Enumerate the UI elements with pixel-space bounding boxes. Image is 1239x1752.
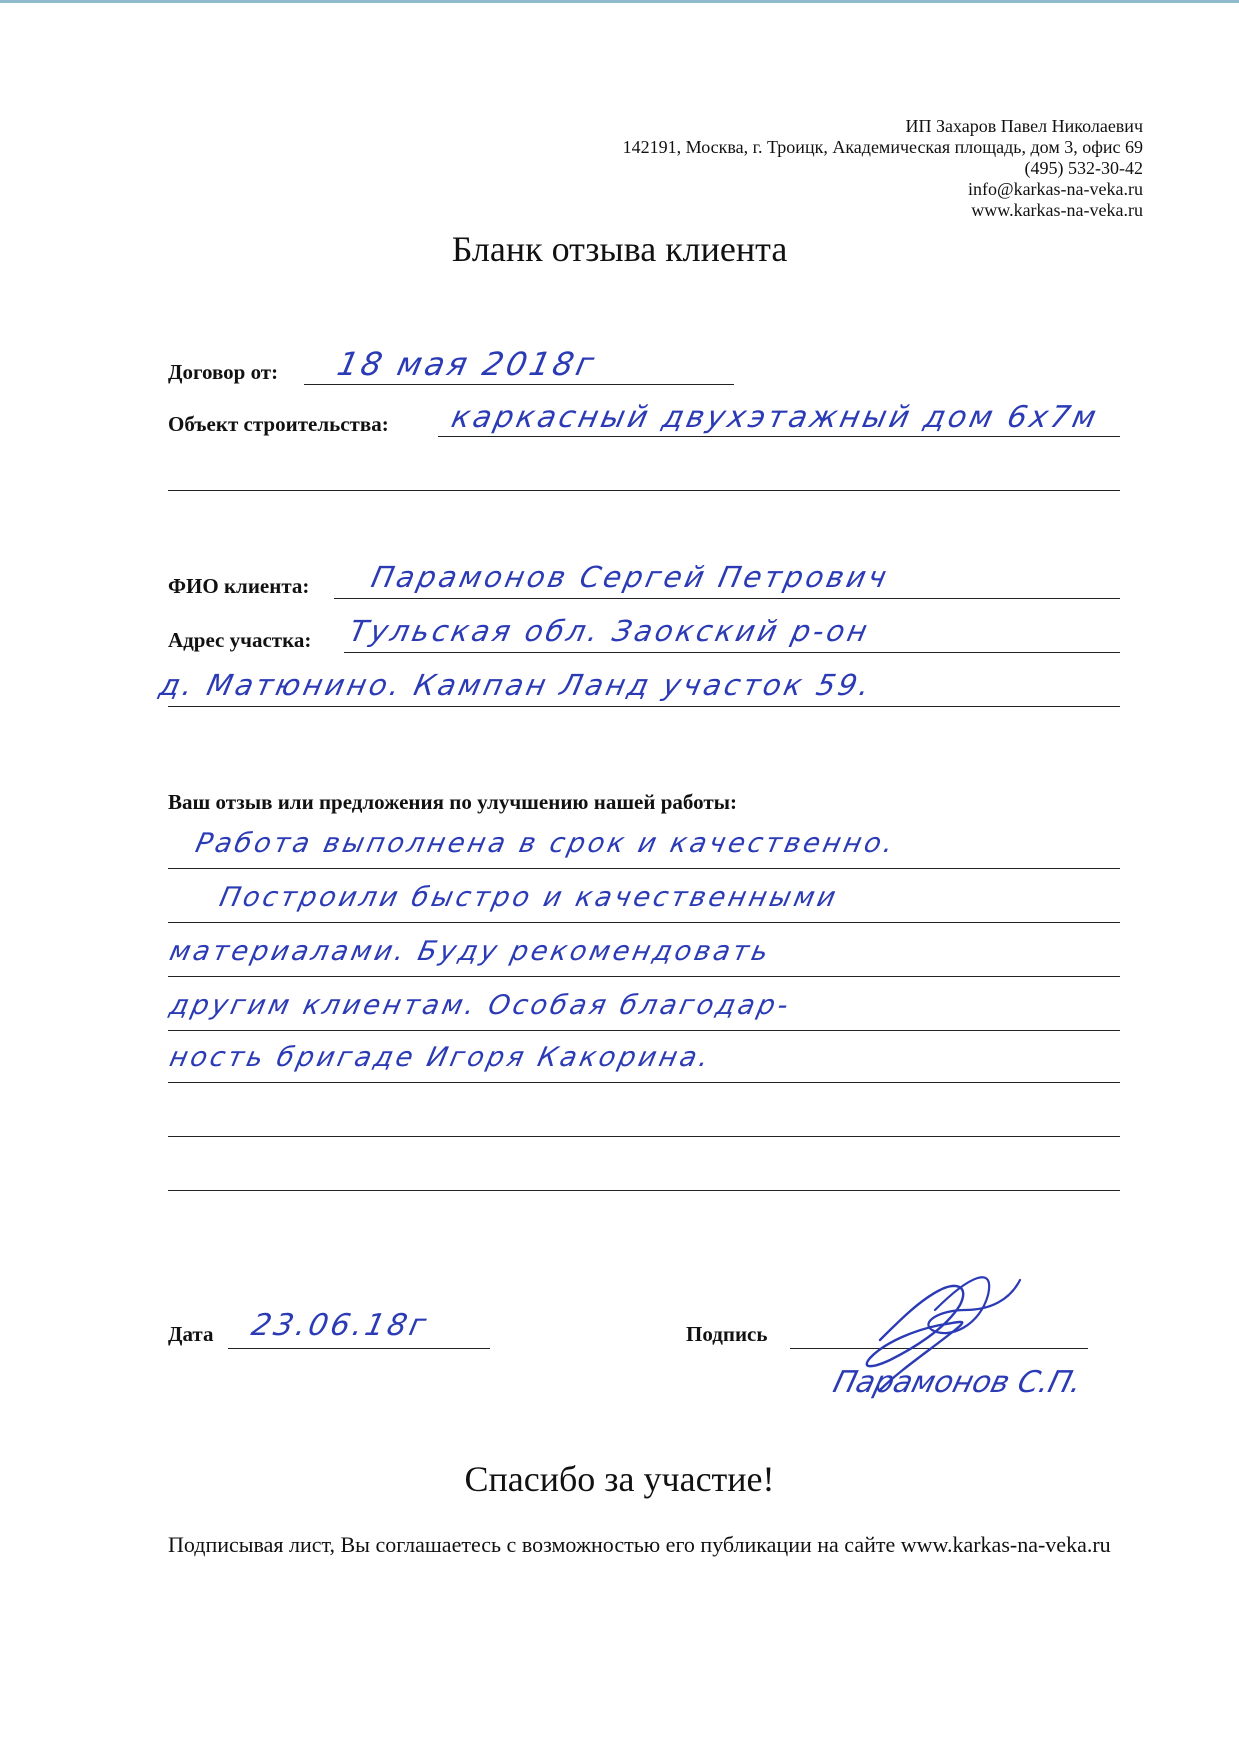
contract-line [304,384,734,385]
object-label: Объект строительства: [168,412,389,436]
client-label: ФИО клиента: [168,574,310,598]
object-line [438,436,1120,437]
feedback-text-1: Работа выполнена в срок и качественно. [192,828,899,859]
company-header [623,116,1143,221]
client-line [334,598,1120,599]
feedback-line-5 [168,1082,1120,1083]
feedback-line-3 [168,976,1120,977]
site-value-2: д. Матюнино. Кампан Ланд участок 59. [156,668,876,702]
feedback-text-3: материалами. Буду рекомендовать [166,936,774,967]
feedback-line-4 [168,1030,1120,1031]
feedback-label: Ваш отзыв или предложения по улучшению нашей работы: [168,790,738,814]
feedback-text-5: ность бригаде Игоря Какорина. [166,1042,715,1073]
thanks-text: Спасибо за участие! [464,1459,775,1499]
company-website: www.karkas-na-veka.ru [971,200,1143,220]
site-line-2 [168,706,1120,707]
signature-label: Подпись [686,1322,768,1346]
feedback-line-2 [168,922,1120,923]
client-value: Парамонов Сергей Петрович [368,560,893,594]
company-email: info@karkas-na-veka.ru [968,179,1143,199]
site-line [344,652,1120,653]
signature-name: Парамонов С.П. [829,1365,1086,1400]
contract-value: 18 мая 2018г [333,345,601,383]
site-label: Адрес участка: [168,628,312,652]
page-title: Бланк отзыва клиента [451,229,788,269]
feedback-line-1 [168,868,1120,869]
date-line [228,1348,490,1349]
feedback-line-7 [168,1190,1120,1191]
signature-image [820,1270,1140,1420]
company-name: ИП Захаров Павел Николаевич [905,116,1143,136]
object-value: каркасный двухэтажный дом 6х7м [448,400,1103,435]
contract-label: Договор от: [168,360,279,384]
company-phone: (495) 532-30-42 [1024,158,1143,178]
feedback-line-6 [168,1136,1120,1137]
date-value: 23.06.18г [248,1308,433,1343]
date-label: Дата [168,1322,214,1346]
company-address: 142191, Москва, г. Троицк, Академическая площадь, дом 3, офис 69 [622,137,1143,157]
feedback-text-4: другим клиентам. Особая благодар- [166,990,794,1021]
feedback-text-2: Построили быстро и качественными [216,882,842,913]
publication-note: Подписывая лист, Вы соглашаетесь с возможностью его публикации на сайте www.karkas-na-veka.ru [168,1532,1111,1557]
object-line-2 [168,490,1120,491]
scan-edge-stripe [0,0,1239,3]
site-value: Тульская обл. Заокский р-он [346,614,874,648]
